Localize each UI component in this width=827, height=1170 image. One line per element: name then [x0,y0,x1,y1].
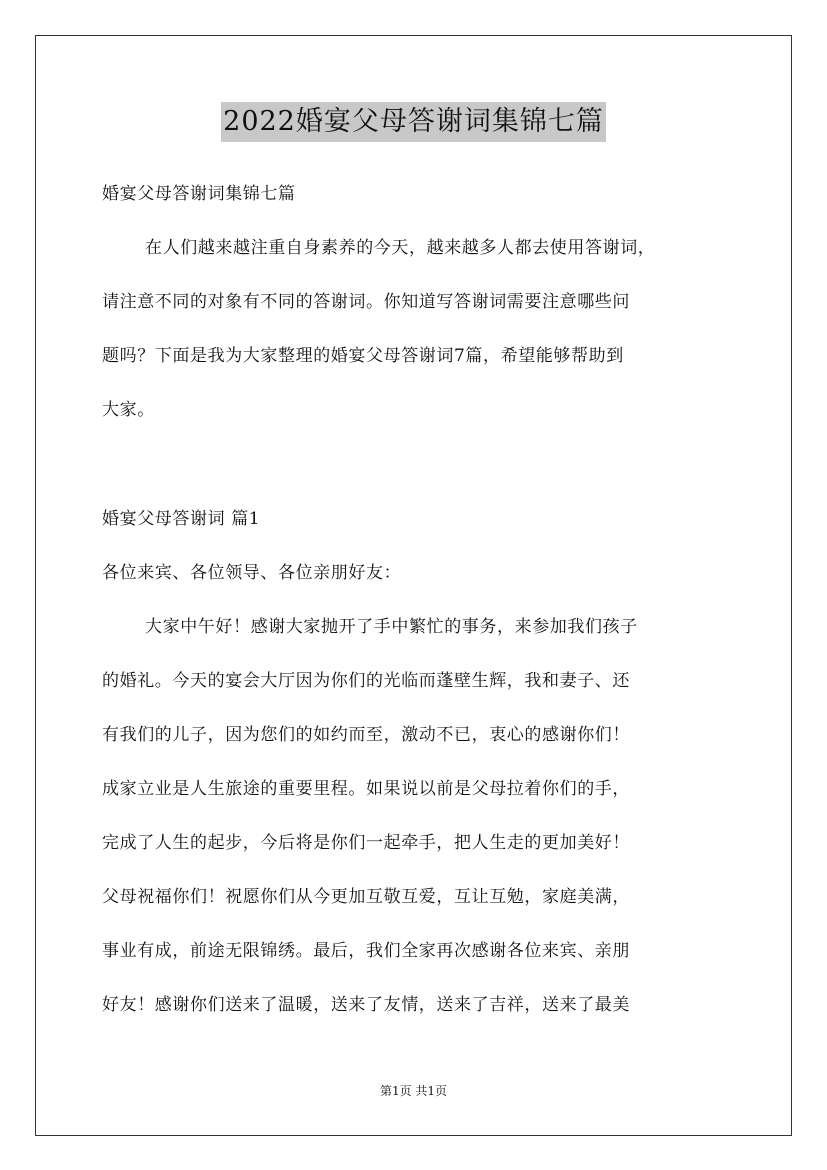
paragraph-line: 父母祝福你们！祝愿你们从今更加互敬互爱，互让互勉，家庭美满， [102,887,630,907]
document-title: 2022婚宴父母答谢词集锦七篇 [221,102,606,142]
paragraph-line: 的婚礼。今天的宴会大厅因为你们的光临而蓬壁生辉，我和妻子、还 [102,671,630,691]
title-container [0,102,827,142]
paragraph-line: 有我们的儿子，因为您们的如约而至，激动不已，衷心的感谢你们！ [102,725,630,745]
paragraph-line: 事业有成，前途无限锦绣。最后，我们全家再次感谢各位来宾、亲朋 [102,941,630,961]
paragraph-line: 完成了人生的起步，今后将是你们一起牵手，把人生走的更加美好！ [102,833,630,853]
paragraph-line: 在人们越来越注重自身素养的今天，越来越多人都去使用答谢词， [145,238,656,258]
subtitle: 婚宴父母答谢词集锦七篇 [102,184,296,204]
paragraph-line: 好友！感谢你们送来了温暖，送来了友情，送来了吉祥，送来了最美 [102,995,630,1015]
paragraph-line: 请注意不同的对象有不同的答谢词。你知道写答谢词需要注意哪些问 [102,292,630,312]
paragraph-line: 大家。 [102,400,155,420]
paragraph-line: 大家中午好！感谢大家抛开了手中繁忙的事务，来参加我们孩子 [145,617,638,637]
paragraph-line: 题吗？下面是我为大家整理的婚宴父母答谢词7篇，希望能够帮助到 [102,346,624,366]
salutation: 各位来宾、各位领导、各位亲朋好友： [102,563,402,583]
section-heading: 婚宴父母答谢词 篇1 [102,509,261,529]
paragraph-line: 成家立业是人生旅途的重要里程。如果说以前是父母拉着你们的手， [102,779,630,799]
page-footer: 第1页 共1页 [379,1084,448,1098]
